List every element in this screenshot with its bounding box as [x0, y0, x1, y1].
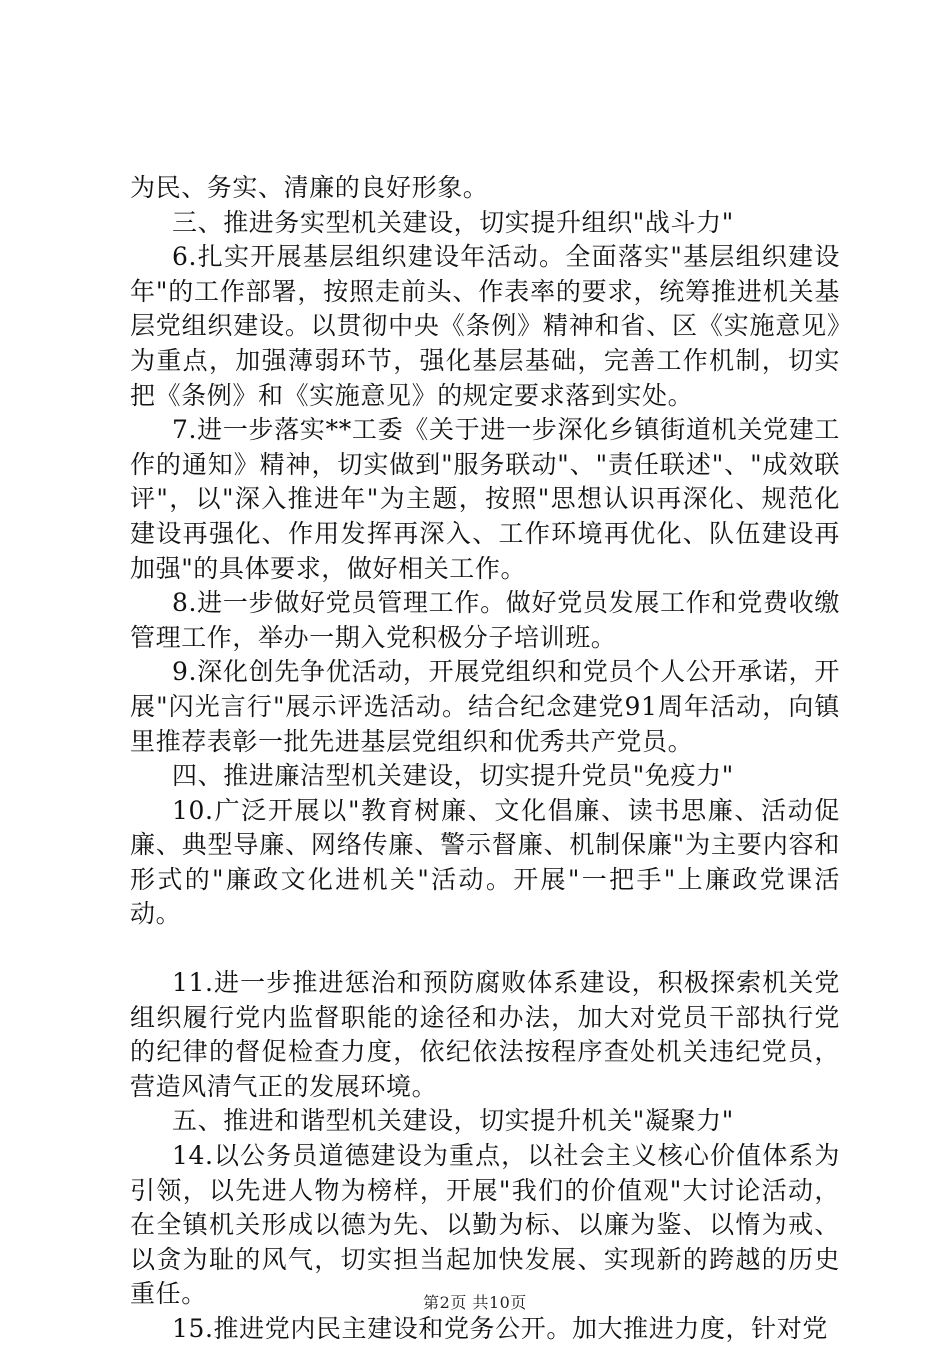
- paragraph-closing-line: 为民、务实、清廉的良好形象。: [130, 173, 489, 202]
- paragraph-item-8: 8.进一步做好党员管理工作。做好党员发展工作和党费收缴管理工作，举办一期入党积极分子培训班。: [130, 588, 840, 652]
- paragraph-item-9: 9.深化创先争优活动，开展党组织和党员个人公开承诺，开展"闪光言行"展示评选活动。结合纪念建党91周年活动，向镇里推荐表彰一批先进基层党组织和优秀共产党员。: [130, 657, 840, 756]
- section-heading-4: 四、推进廉洁型机关建设，切实提升党员"免疫力": [172, 761, 734, 791]
- paragraph-item-11: 11.进一步推进惩治和预防腐败体系建设，积极探索机关党组织履行党内监督职能的途径和办法，加大对党员干部执行党的纪律的督促检查力度，依纪依法按程序查处机关违纪党员，营造风清气正的发展环境。: [130, 968, 840, 1101]
- paragraph-spacer: [130, 932, 840, 966]
- document-body: [130, 171, 840, 1347]
- paragraph-item-10: 10.广泛开展以"教育树廉、文化倡廉、读书思廉、活动促廉、典型导廉、网络传廉、警示督廉、机制保廉"为主要内容和形式的"廉政文化进机关"活动。开展"一把手"上廉政党课活动。: [130, 795, 840, 929]
- paragraph-item-14: 14.以公务员道德建设为重点，以社会主义核心价值体系为引领，以先进人物为榜样，开展"我们的价值观"大讨论活动，在全镇机关形成以德为先、以勤为标、以廉为鉴、以惰为戒、以贪为耻的风气，切实担当起加快发展、实现新的跨越的历史重任。: [130, 1141, 840, 1309]
- section-heading-5: 五、推进和谐型机关建设，切实提升机关"凝聚力": [172, 1106, 734, 1136]
- section-heading-3: 三、推进务实型机关建设，切实提升组织"战斗力": [172, 207, 734, 237]
- page-number-footer: 第2页 共10页: [423, 1293, 527, 1312]
- paragraph-item-6: 6.扎实开展基层组织建设年活动。全面落实"基层组织建设年"的工作部署，按照走前头、作表率的要求，统筹推进机关基层党组织建设。以贯彻中央《条例》精神和省、区《实施意见》为重点，加强薄弱环节，强化基层基础，完善工作机制，切实把《条例》和《实施意见》的规定要求落到实处。: [130, 242, 840, 410]
- paragraph-item-7: 7.进一步落实**工委《关于进一步深化乡镇街道机关党建工作的通知》精神，切实做到"服务联动"、"责任联述"、"成效联评"，以"深入推进年"为主题，按照"思想认识再深化、规范化建设再强化、作用发挥再深入、工作环境再优化、队伍建设再加强"的具体要求，做好相关工作。: [130, 415, 840, 583]
- paragraph-item-15: 15.推进党内民主建设和党务公开。加大推进力度，针对党: [172, 1314, 828, 1343]
